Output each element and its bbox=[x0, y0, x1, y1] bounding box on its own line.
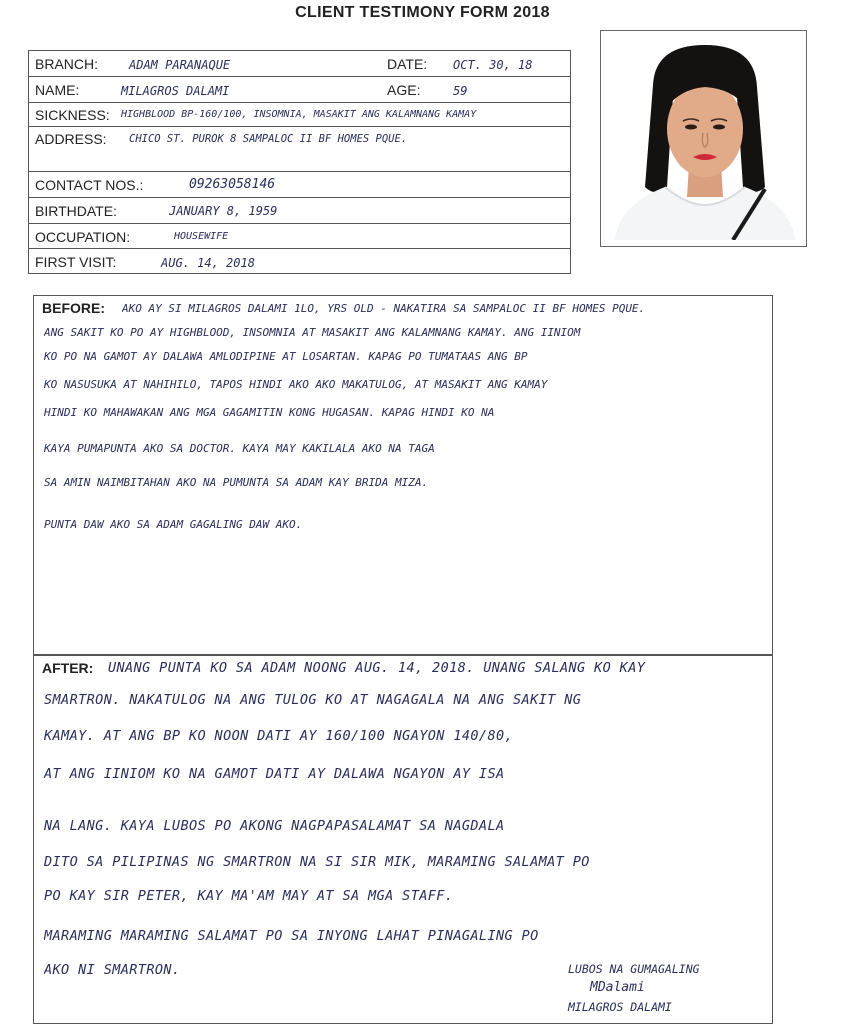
before-line: KO PO NA GAMOT AY DALAWA AMLODIPINE AT LOSARTAN. KAPAG PO TUMATAAS ANG BP bbox=[44, 350, 528, 363]
name-row bbox=[29, 77, 570, 103]
signature-printed-name: MILAGROS DALAMI bbox=[568, 1000, 672, 1014]
occupation-row bbox=[29, 224, 570, 249]
sickness-label: SICKNESS: bbox=[35, 107, 110, 123]
birthdate-value[interactable]: JANUARY 8, 1959 bbox=[169, 204, 278, 218]
signature-mark: MDalami bbox=[590, 980, 645, 995]
after-line: AT ANG IINIOM KO NA GAMOT DATI AY DALAWA NGAYON AY ISA bbox=[44, 766, 505, 782]
before-line: AKO AY SI MILAGROS DALAMI 1LO, YRS OLD - NAKATIRA SA SAMPALOC II BF HOMES PQUE. bbox=[122, 302, 646, 315]
client-photo-frame bbox=[600, 30, 807, 247]
after-line: UNANG PUNTA KO SA ADAM NOONG AUG. 14, 2018. UNANG SALANG KO KAY bbox=[108, 660, 646, 676]
signature-closing: LUBOS NA GUMAGALING bbox=[568, 962, 700, 976]
birthdate-row bbox=[29, 198, 570, 224]
name-value[interactable]: MILAGROS DALAMI bbox=[121, 84, 230, 98]
first-visit-value[interactable]: AUG. 14, 2018 bbox=[161, 256, 255, 270]
client-portrait-icon bbox=[605, 37, 802, 240]
date-label: DATE: bbox=[387, 56, 428, 72]
branch-label: BRANCH: bbox=[35, 56, 99, 72]
branch-value[interactable]: ADAM PARANAQUE bbox=[129, 58, 231, 72]
signature-block bbox=[560, 962, 790, 1024]
form-title: CLIENT TESTIMONY FORM 2018 bbox=[295, 4, 550, 21]
before-line: HINDI KO MAHAWAKAN ANG MGA GAGAMITIN KONG HUGASAN. KAPAG HINDI KO NA bbox=[44, 406, 495, 419]
after-line: MARAMING MARAMING SALAMAT PO SA INYONG LAHAT PINAGALING PO bbox=[44, 928, 539, 944]
occupation-value[interactable]: HOUSEWIFE bbox=[174, 231, 229, 242]
contact-label: CONTACT NOS.: bbox=[35, 177, 144, 193]
date-value[interactable]: OCT. 30, 18 bbox=[453, 58, 533, 72]
after-line: PO KAY SIR PETER, KAY MA'AM MAY AT SA MGA STAFF. bbox=[44, 888, 454, 904]
before-section bbox=[33, 295, 773, 655]
sickness-value[interactable]: HIGHBLOOD BP-160/100, INSOMNIA, MASAKIT ANG KALAMNANG KAMAY bbox=[121, 109, 477, 120]
contact-value[interactable]: 09263058146 bbox=[189, 177, 276, 192]
after-line: DITO SA PILIPINAS NG SMARTRON NA SI SIR MIK, MARAMING SALAMAT PO bbox=[44, 854, 590, 870]
before-label: BEFORE: bbox=[42, 300, 105, 316]
age-value[interactable]: 59 bbox=[453, 84, 468, 98]
client-photo bbox=[605, 37, 802, 240]
client-info-box bbox=[28, 50, 571, 274]
first-visit-row bbox=[29, 249, 570, 275]
birthdate-label: BIRTHDATE: bbox=[35, 203, 117, 219]
address-label: ADDRESS: bbox=[35, 131, 107, 147]
after-line: KAMAY. AT ANG BP KO NOON DATI AY 160/100 NGAYON 140/80, bbox=[44, 728, 514, 744]
before-line: KO NASUSUKA AT NAHIHILO, TAPOS HINDI AKO AKO MAKATULOG, AT MASAKIT ANG KAMAY bbox=[44, 378, 548, 391]
contact-row bbox=[29, 172, 570, 198]
sickness-row bbox=[29, 103, 570, 127]
branch-row bbox=[29, 51, 570, 77]
before-line: PUNTA DAW AKO SA ADAM GAGALING DAW AKO. bbox=[44, 518, 303, 531]
before-line: SA AMIN NAIMBITAHAN AKO NA PUMUNTA SA ADAM KAY BRIDA MIZA. bbox=[44, 476, 429, 489]
age-label: AGE: bbox=[387, 82, 421, 98]
occupation-label: OCCUPATION: bbox=[35, 229, 131, 245]
name-label: NAME: bbox=[35, 82, 80, 98]
after-line: SMARTRON. NAKATULOG NA ANG TULOG KO AT NAGAGALA NA ANG SAKIT NG bbox=[44, 692, 582, 708]
after-label: AFTER: bbox=[42, 660, 94, 676]
address-row bbox=[29, 127, 570, 172]
after-line: AKO NI SMARTRON. bbox=[44, 962, 181, 978]
before-line: KAYA PUMAPUNTA AKO SA DOCTOR. KAYA MAY KAKILALA AKO NA TAGA bbox=[44, 442, 435, 455]
first-visit-label: FIRST VISIT: bbox=[35, 254, 117, 270]
after-line: NA LANG. KAYA LUBOS PO AKONG NAGPAPASALAMAT SA NAGDALA bbox=[44, 818, 505, 834]
before-line: ANG SAKIT KO PO AY HIGHBLOOD, INSOMNIA AT MASAKIT ANG KALAMNANG KAMAY. ANG IINIOM bbox=[44, 326, 581, 339]
address-value[interactable]: CHICO ST. PUROK 8 SAMPALOC II BF HOMES PQUE. bbox=[129, 133, 408, 145]
